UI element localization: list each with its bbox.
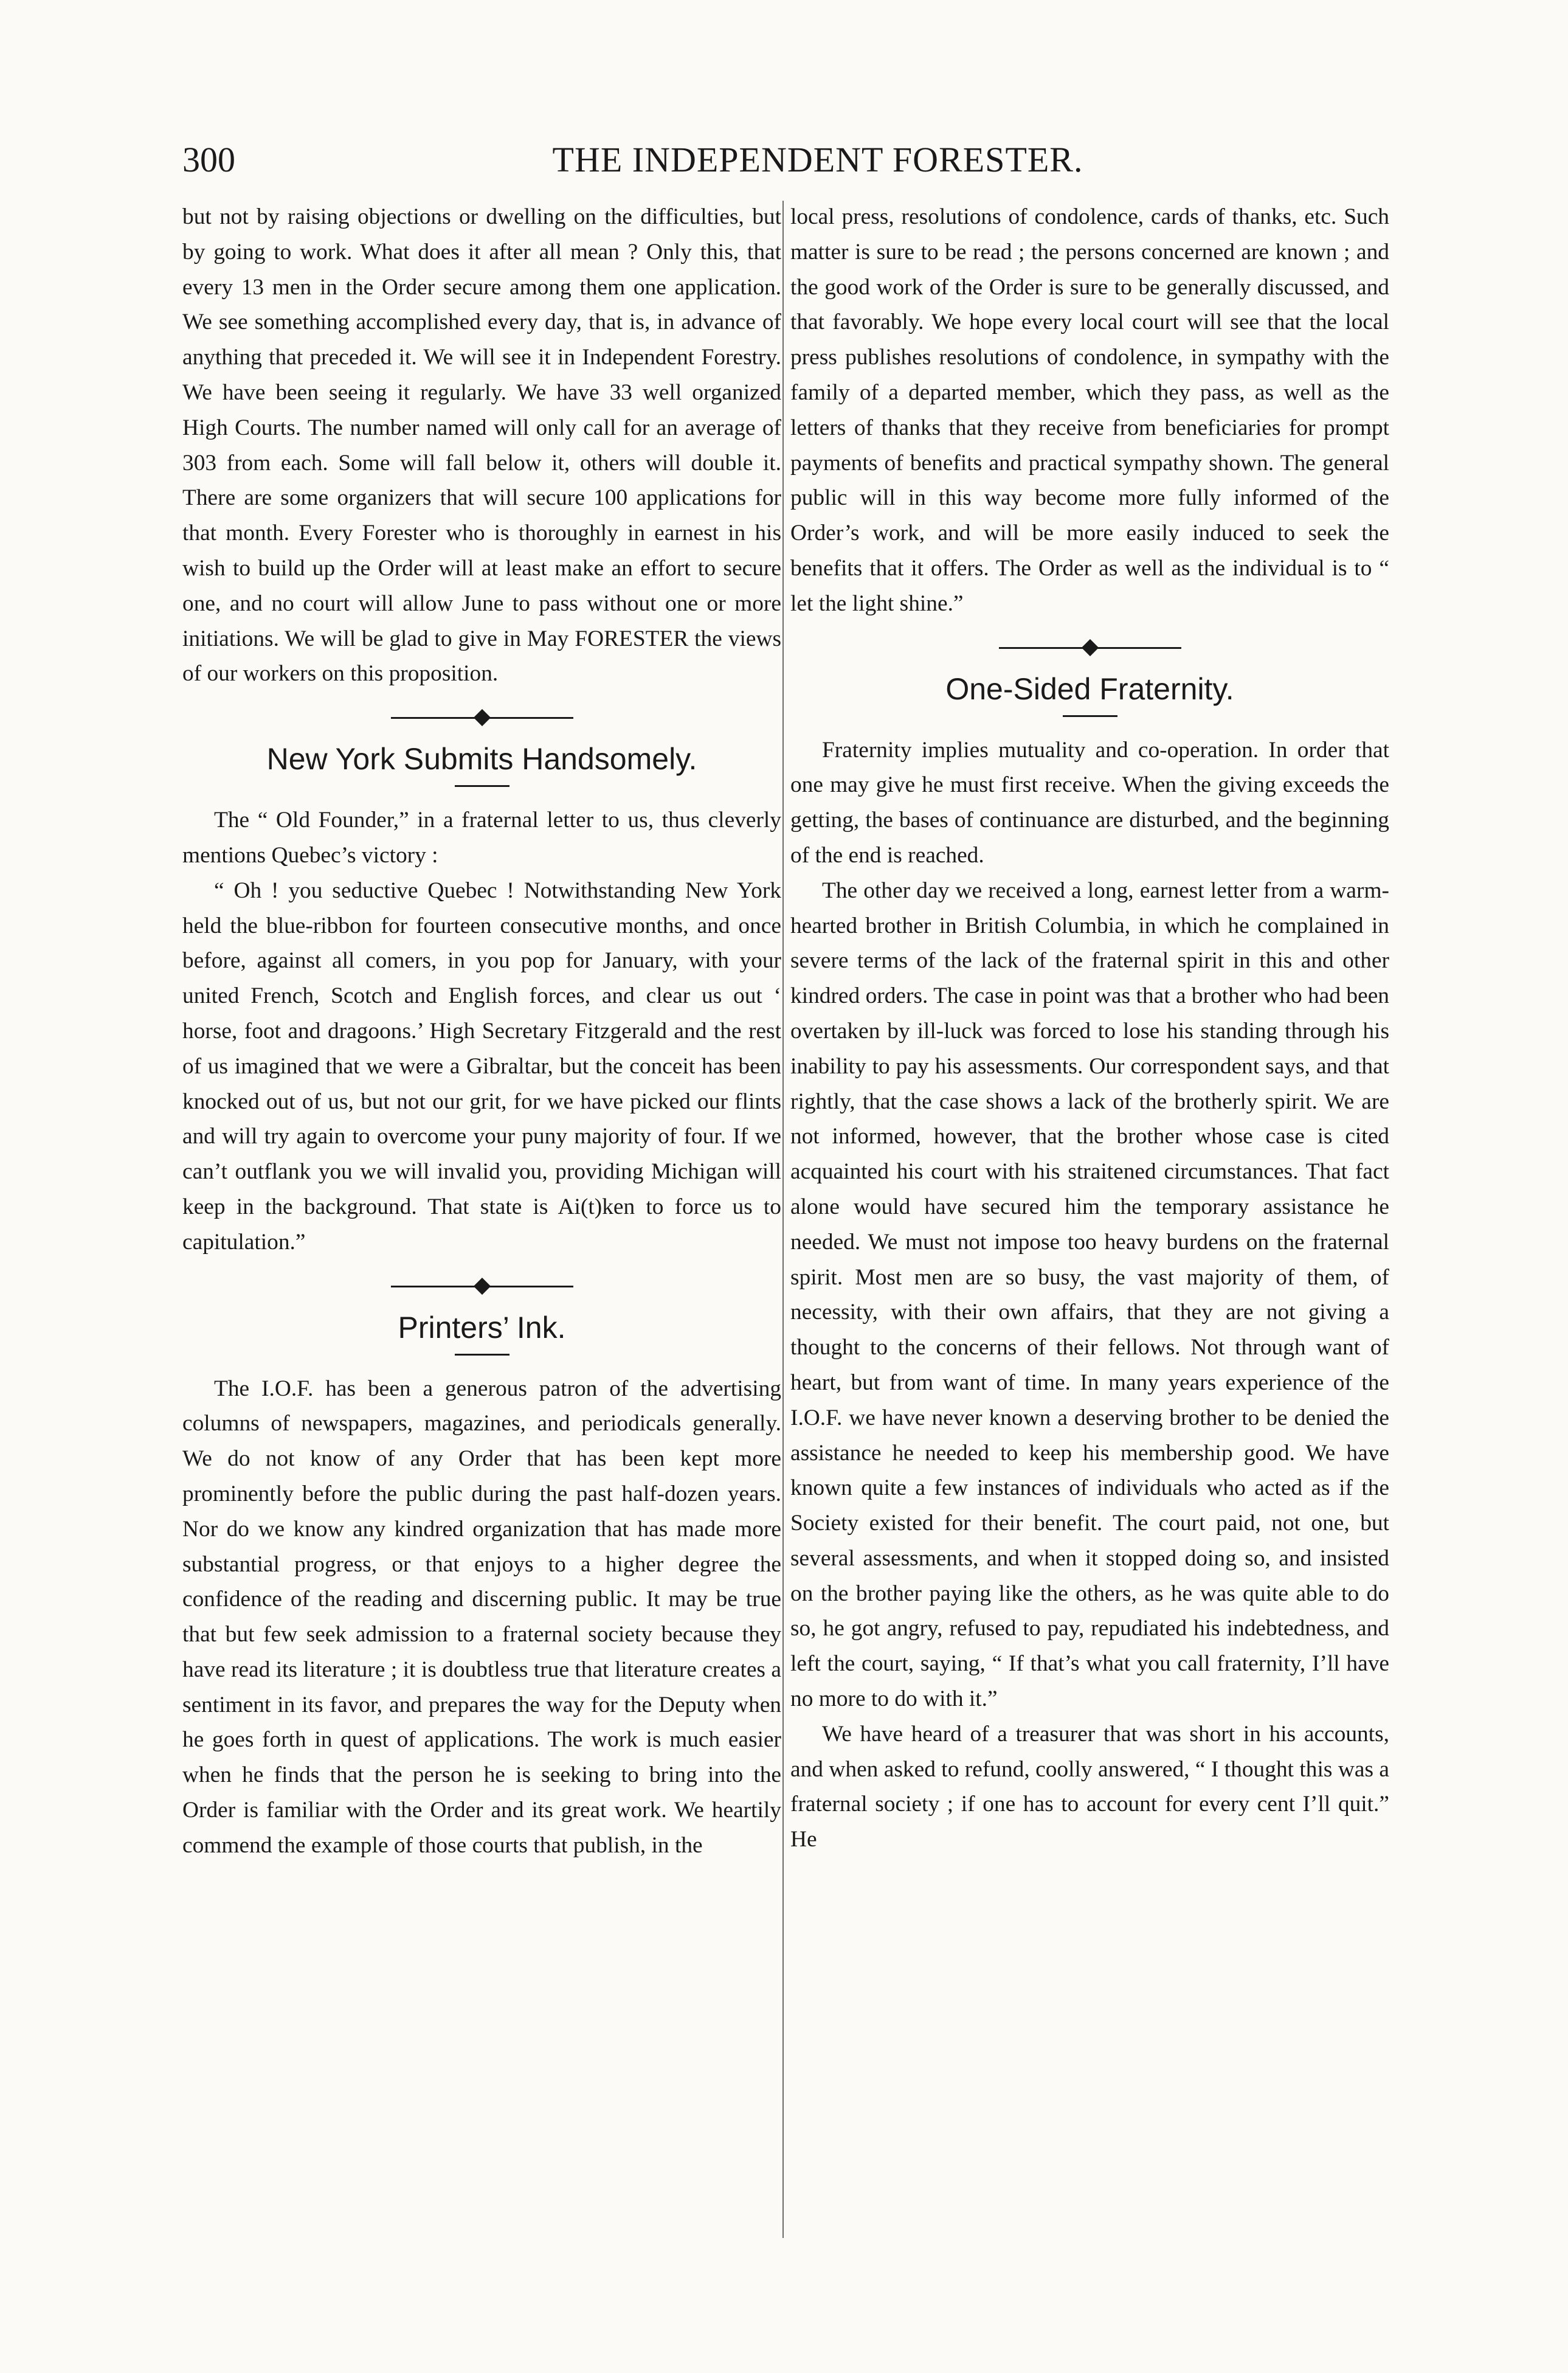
title-rule xyxy=(1063,715,1117,717)
running-title: THE INDEPENDENT FORESTER. xyxy=(552,140,1083,179)
paragraph: Fraternity implies mutuality and co-operation. In order that one may give he must first receive. When the giving exceeds the getting, the bases of continuance are disturbed, and the beginning of the end is reached. xyxy=(790,737,1389,868)
title-rule xyxy=(455,785,509,787)
section-ornament xyxy=(999,639,1181,657)
left-column xyxy=(182,199,781,1863)
section-title-one-sided-fraternity: One-Sided Fraternity. xyxy=(945,671,1234,706)
continued-paragraph: local press, resolutions of condolence, cards of thanks, etc. Such matter is sure to be read ; the persons concerned are known ; and the good work of the Order is sure to be generally discussed, and that favorably. We hope every local court will see that the local press publishes resolutions of condolence, in sympathy with the family of a departed member, which they pass, as well as the letters of thanks that they receive from beneficiaries for prompt payments of benefits and practical sympathy shown. The general public will in this way become more fully informed of the Order’s work, and will be more easily induced to seek the benefits that it offers. The Order as well as the individual is to “ let the light shine.” xyxy=(790,204,1389,616)
section-title-new-york: New York Submits Handsomely. xyxy=(266,742,697,777)
title-rule xyxy=(455,1354,509,1356)
continued-paragraph: but not by raising objections or dwelling on the difficulties, but by going to work. What does it after all mean ? Only this, that every 13 men in the Order secure among them one application. We see something accomplished every day, that is, in advance of anything that preceded it. We will see it in Independent Forestry. We have been seeing it regularly. We have 33 well organized High Courts. The number named will only call for an average of 303 from each. Some will fall below it, others will double it. There are some organizers that will secure 100 applications for that month. Every Forester who is thoroughly in earnest in his wish to build up the Order will at least make an effort to secure one, and no court will allow June to pass without one or more initiations. We will be glad to give in May FORESTER the views of our workers on this proposition. xyxy=(182,204,781,687)
section-ornament xyxy=(391,1277,573,1295)
section-title-printers-ink: Printers’ Ink. xyxy=(398,1310,566,1345)
page-number: 300 xyxy=(182,140,235,179)
paragraph: We have heard of a treasurer that was short in his accounts, and when asked to refund, coolly answered, “ I thought this was a fraternal society ; if one has to account for every cent I’ll quit.” He xyxy=(790,1721,1389,1852)
paragraph: The other day we received a long, earnest letter from a warm-hearted brother in British Columbia, in which he complained in severe terms of the lack of the fraternal spirit in this and other kindred orders. The case in point was that a brother who had been overtaken by ill-luck was forced to lose his standing through his inability to pay his assessments. Our correspondent says, and that rightly, that the case shows a lack of the brotherly spirit. We are not informed, however, that the brother whose case is cited acquainted his court with his straitened circumstances. That fact alone would have secured him the temporary assistance he needed. We must not impose too heavy burdens on the fraternal spirit. Most men are so busy, the vast majority of them, of necessity, with their own affairs, that they are not giving a thought to the concerns of their fellows. Not through want of heart, but from want of time. In many years experience of the I.O.F. we have never known a deserving brother to be denied the assistance he needed to keep his membership good. We have known quite a few instances of individuals who acted as if the Society existed for their benefit. The court paid, not one, but several assessments, and when it stopped doing so, and insisted on the brother paying like the others, as he was quite able to do so, he got angry, refused to pay, repudiated his indebtedness, and left the court, saying, “ If that’s what you call fraternity, I’ll have no more to do with it.” xyxy=(790,878,1389,1712)
section-ornament xyxy=(391,708,573,727)
paragraph: The “ Old Founder,” in a fraternal letter to us, thus cleverly mentions Quebec’s victory : xyxy=(182,808,781,868)
page-header xyxy=(182,139,1453,181)
paragraph: The I.O.F. has been a generous patron of the advertising columns of newspapers, magazines, and periodicals generally. We do not know of any Order that has been kept more prominently before the public during the past half-dozen years. Nor do we know any kindred organization that has made more substantial progress, or that enjoys to a higher degree the confidence of the reading and discerning public. It may be true that but few seek admission to a fraternal society because they have read its literature ; it is doubtless true that literature creates a sentiment in its favor, and prepares the way for the Deputy when he goes forth in quest of applications. The work is much easier when he finds that the person he is seeking to bring into the Order is familiar with the Order and its great work. We heartily commend the example of those courts that publish, in the xyxy=(182,1376,781,1858)
right-column xyxy=(790,199,1389,1857)
column-divider xyxy=(782,201,784,2238)
quoted-letter: “ Oh ! you seductive Quebec ! Notwithstanding New York held the blue-ribbon for fourteen consecutive months, and once before, against all comers, in you pop for January, with your united French, Scotch and English forces, and clear us out ‘ horse, foot and dragoons.’ High Secretary Fitzgerald and the rest of us imagined that we were a Gibraltar, but the conceit has been knocked out of us, but not our grit, for we have picked our flints and will try again to overcome your puny majority of four. If we can’t outflank you we will invalid you, providing Michigan will keep in the background. That state is Ai(t)ken to force us to capitulation.” xyxy=(182,878,781,1255)
